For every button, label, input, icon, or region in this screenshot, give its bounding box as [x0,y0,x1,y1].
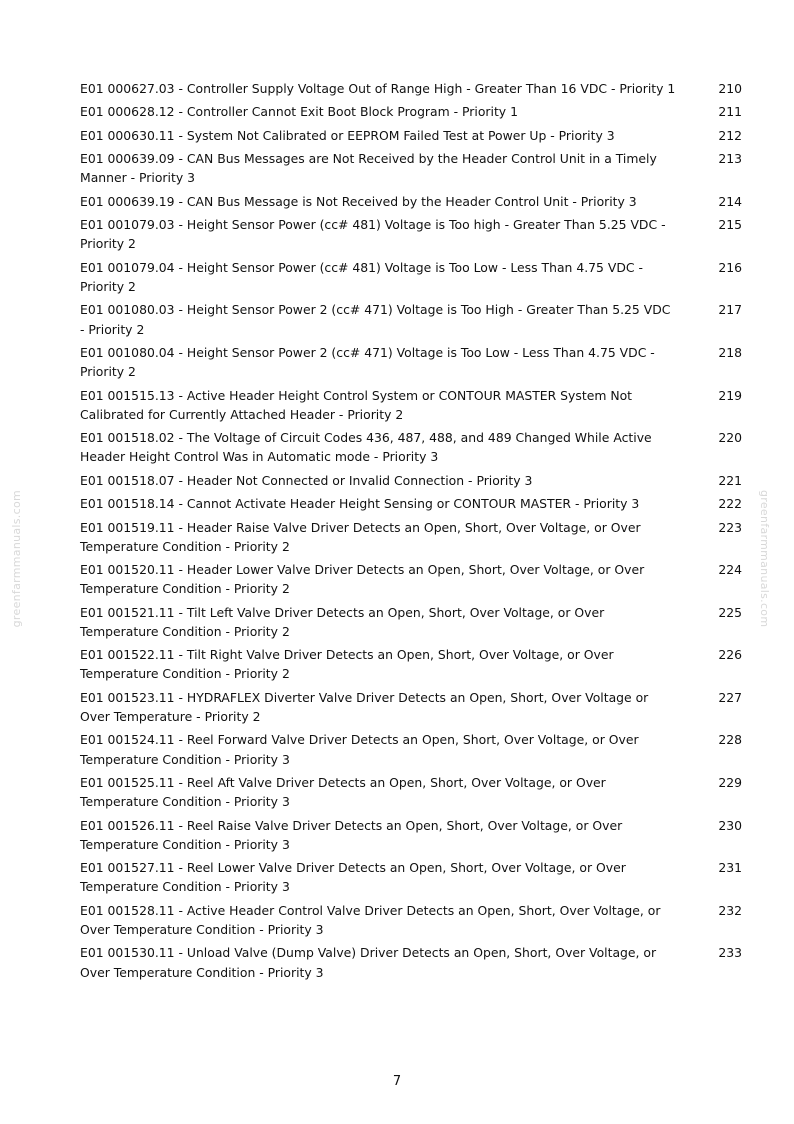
toc-entry-title: E01 001524.11 - Reel Forward Valve Driver Detects an Open, Short, Over Voltage, or Over Temperature Condition - Priority 3 [80,732,639,767]
toc-entry-page: 212 [718,127,742,143]
toc-entry-page: 224 [718,562,742,578]
toc-entry-title: E01 001526.11 - Reel Raise Valve Driver Detects an Open, Short, Over Voltage, or Over Temperature Condition - Priority 3 [80,817,623,852]
toc-entry-page: 221 [718,472,742,488]
toc-entry[interactable] [80,428,742,466]
toc-entry[interactable] [80,258,742,296]
toc-entry[interactable] [80,494,742,513]
toc-entry-title: E01 001525.11 - Reel Aft Valve Driver Detects an Open, Short, Over Voltage, or Over Temperature Condition - Priority 3 [80,775,606,810]
toc-entry-page: 229 [718,775,742,791]
toc-entry-title: E01 000628.12 - Controller Cannot Exit Boot Block Program - Priority 1 [80,104,518,120]
toc-entry-page: 214 [718,193,742,209]
toc-entry-title: E01 001527.11 - Reel Lower Valve Driver Detects an Open, Short, Over Voltage, or Over Temperature Condition - Priority 3 [80,860,626,895]
toc-entry[interactable] [80,102,742,121]
table-of-contents [80,79,742,986]
toc-entry-title: E01 001079.03 - Height Sensor Power (cc# 481) Voltage is Too high - Greater Than 5.25 VDC - Priority 2 [80,217,666,252]
toc-entry-page: 227 [718,689,742,705]
toc-entry[interactable] [80,560,742,598]
toc-entry-page: 226 [718,647,742,663]
toc-entry-title: E01 001080.04 - Height Sensor Power 2 (cc# 471) Voltage is Too Low - Less Than 4.75 VDC - Priority 2 [80,344,655,380]
toc-entry[interactable] [80,300,742,338]
toc-entry-title: E01 000630.11 - System Not Calibrated or EEPROM Failed Test at Power Up - Priority 3 [80,127,615,143]
toc-entry-title: E01 000639.19 - CAN Bus Message is Not Received by the Header Control Unit - Priority 3 [80,193,637,209]
toc-entry-title: E01 001520.11 - Header Lower Valve Driver Detects an Open, Short, Over Voltage, or Over Temperature Condition - Priority 2 [80,562,645,597]
toc-entry-title: E01 001518.07 - Header Not Connected or Invalid Connection - Priority 3 [80,472,533,488]
toc-entry-page: 225 [718,604,742,620]
toc-entry-title: E01 001518.14 - Cannot Activate Header Height Sensing or CONTOUR MASTER - Priority 3 [80,496,640,512]
toc-entry[interactable] [80,730,742,768]
toc-entry[interactable] [80,471,742,490]
toc-entry-page: 231 [718,860,742,876]
toc-entry-page: 218 [718,344,742,360]
toc-entry[interactable] [80,901,742,939]
toc-entry-page: 230 [718,817,742,833]
toc-entry[interactable] [80,343,742,381]
toc-entry[interactable] [80,518,742,556]
toc-entry-title: E01 001530.11 - Unload Valve (Dump Valve) Driver Detects an Open, Short, Over Voltage, or Over Temperature Condition - Priority 3 [80,945,657,980]
toc-entry-title: E01 001523.11 - HYDRAFLEX Diverter Valve Driver Detects an Open, Short, Over Voltage or Over Temperature - Priority 2 [80,689,649,725]
toc-entry-title: E01 001528.11 - Active Header Control Valve Driver Detects an Open, Short, Over Voltage, or Over Temperature Condition - Priority 3 [80,902,661,938]
toc-entry[interactable] [80,773,742,811]
toc-entry-page: 220 [718,430,742,446]
toc-entry[interactable] [80,645,742,683]
toc-entry[interactable] [80,858,742,896]
page-number: 7 [392,1074,402,1089]
toc-entry[interactable] [80,603,742,641]
toc-entry-page: 216 [718,259,742,275]
toc-entry-title: E01 001518.02 - The Voltage of Circuit Codes 436, 487, 488, and 489 Changed While Active Header Height Control Was in Automatic mode - Priority 3 [80,430,652,465]
toc-entry-page: 213 [718,151,742,167]
toc-entry-title: E01 000627.03 - Controller Supply Voltage Out of Range High - Greater Than 16 VDC - Priority 1 [80,81,676,96]
toc-entry-page: 233 [718,945,742,961]
toc-entry-title: E01 001519.11 - Header Raise Valve Driver Detects an Open, Short, Over Voltage, or Over Temperature Condition - Priority 2 [80,519,641,554]
toc-entry-page: 223 [718,519,742,535]
toc-entry[interactable] [80,816,742,854]
toc-entry[interactable] [80,386,742,424]
toc-entry-title: E01 001521.11 - Tilt Left Valve Driver Detects an Open, Short, Over Voltage, or Over Temperature Condition - Priority 2 [80,604,605,639]
toc-entry-page: 217 [718,302,742,318]
toc-entry-title: E01 001522.11 - Tilt Right Valve Driver Detects an Open, Short, Over Voltage, or Over Temperature Condition - Priority 2 [80,647,614,682]
toc-entry-page: 211 [718,104,742,120]
toc-entry[interactable] [80,79,742,98]
watermark-right: greenfarmmanuals.com [758,490,771,628]
toc-entry-title: E01 001080.03 - Height Sensor Power 2 (cc# 471) Voltage is Too High - Greater Than 5.25 VDC - Priority 2 [80,302,671,337]
toc-entry-page: 219 [718,387,742,403]
toc-entry[interactable] [80,149,742,187]
toc-entry-page: 228 [718,732,742,748]
toc-entry[interactable] [80,943,742,981]
toc-entry-page: 232 [718,902,742,918]
toc-entry-title: E01 001079.04 - Height Sensor Power (cc# 481) Voltage is Too Low - Less Than 4.75 VDC - Priority 2 [80,259,643,294]
watermark-left: greenfarmmanuals.com [10,490,23,628]
toc-entry-title: E01 001515.13 - Active Header Height Control System or CONTOUR MASTER System Not Calibrated for Currently Attached Header - Priority 2 [80,387,633,422]
toc-entry[interactable] [80,688,742,726]
toc-entry-title: E01 000639.09 - CAN Bus Messages are Not Received by the Header Control Unit in a Timely Manner - Priority 3 [80,151,657,186]
toc-entry-page: 210 [718,81,742,96]
toc-entry-page: 222 [718,496,742,512]
toc-entry[interactable] [80,192,742,211]
toc-entry[interactable] [80,126,742,145]
toc-entry-page: 215 [718,217,742,233]
toc-entry[interactable] [80,215,742,253]
